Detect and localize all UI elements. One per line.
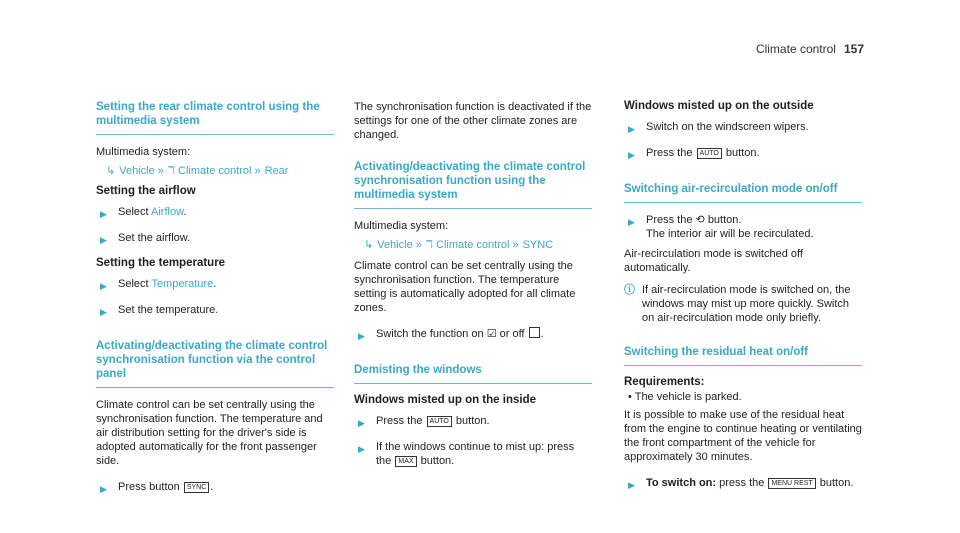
temperature-heading: Setting the temperature — [96, 257, 226, 269]
residual-heat-body: It is possible to make use of the residual heat from the engine to continue heating or ventilating the front compartment of the vehicle for approximately 30 minutes. — [624, 409, 862, 463]
sync-multimedia-body: Climate control can be set centrally using the synchronisation function. The temperature setting is automatically adopted for all climate zones. — [354, 260, 576, 314]
multimedia-label: Multimedia system: — [354, 220, 449, 232]
step-arrow-icon: ▶ — [358, 331, 365, 341]
requirement-item: • The vehicle is parked. — [628, 391, 742, 403]
step-arrow-icon: ▶ — [100, 235, 107, 245]
section-title-recirculation: Switching air-recirculation mode on/off — [624, 182, 862, 203]
sync-key-icon: SYNC — [184, 482, 209, 493]
recirculation-icon: ⟲ — [695, 214, 705, 226]
step-wipers: ▶ Switch on the windscreen wipers. — [628, 121, 809, 134]
return-arrow-icon: ↳ — [364, 239, 374, 251]
requirements-heading: Requirements: — [624, 376, 705, 388]
step-arrow-icon: ▶ — [100, 484, 107, 494]
column-1 — [96, 100, 334, 506]
chevron-right-icon: » — [415, 239, 422, 251]
rest-key-icon: MENU REST — [768, 478, 815, 489]
airflow-link[interactable]: Airflow — [151, 206, 184, 218]
step-arrow-icon: ▶ — [628, 217, 635, 227]
sync-panel-body: Climate control can be set centrally using the synchronisation function. The temperature and air distribution setting for the driver's side is adopted automatically for the front passenger side. — [96, 399, 323, 467]
section-title-sync-panel: Activating/deactivating the climate control synchronisation function via the control panel — [96, 339, 334, 388]
step-arrow-icon: ▶ — [100, 307, 107, 317]
return-arrow-icon: ↳ — [106, 165, 116, 177]
recirc-note: ⓘ If air-recirculation mode is switched on, the windows may mist up more quickly. Switch on air-recirculation mode only briefly. — [624, 284, 851, 324]
step-arrow-icon: ▶ — [628, 480, 635, 490]
menu-path — [364, 237, 592, 253]
step-set-airflow: ▶ Set the airflow. — [100, 232, 191, 245]
step-switch-function: ▶ Switch the function on ☑ or off . — [358, 328, 544, 341]
step-select-airflow: ▶ Select Airflow. — [100, 206, 187, 219]
checkbox-empty-icon — [529, 327, 540, 338]
step-arrow-icon: ▶ — [358, 444, 365, 454]
section-title-residual-heat: Switching the residual heat on/off — [624, 345, 862, 366]
auto-key-icon: AUTO — [427, 416, 452, 427]
column-3 — [624, 100, 862, 502]
sync-deactivation-text: The synchronisation function is deactivated if the settings for one of the other climate zones are changed. — [354, 101, 592, 141]
step-set-temperature: ▶ Set the temperature. — [100, 304, 219, 317]
auto-key-icon: AUTO — [697, 148, 722, 159]
outside-heading: Windows misted up on the outside — [624, 100, 814, 112]
step-press-auto: ▶ Press the AUTO button. — [358, 415, 490, 428]
page-number: 157 — [843, 42, 864, 56]
chevron-right-icon: » — [254, 165, 261, 177]
menu-path — [106, 163, 334, 179]
step-arrow-icon: ▶ — [358, 418, 365, 428]
step-switch-on: ▶ To switch on: press the MENU REST button. — [628, 477, 854, 490]
seat-icon: ℸ — [425, 239, 433, 251]
max-defrost-key-icon: MAX — [395, 456, 416, 467]
step-press-max: ▶ If the windows continue to mist up: press the MAX button. — [358, 441, 575, 467]
info-icon: ⓘ — [624, 284, 635, 296]
section-title-sync-multimedia: Activating/deactivating the climate control synchronisation function using the multimedia system — [354, 160, 592, 209]
inside-heading: Windows misted up on the inside — [354, 394, 536, 406]
path-sync[interactable]: SYNC — [522, 239, 554, 251]
temperature-link[interactable]: Temperature — [151, 278, 214, 290]
chevron-right-icon: » — [512, 239, 519, 251]
step-press-sync: ▶ Press button SYNC . — [100, 481, 214, 494]
step-arrow-icon: ▶ — [100, 209, 107, 219]
recirc-body: Air-recirculation mode is switched off automatically. — [624, 248, 803, 274]
path-rear[interactable]: Rear — [264, 165, 289, 177]
step-arrow-icon: ▶ — [100, 281, 107, 291]
path-climate-control[interactable]: Climate control — [178, 165, 252, 177]
section-title-demisting: Demisting the windows — [354, 363, 592, 384]
page-header — [756, 42, 864, 56]
seat-icon: ℸ — [167, 165, 175, 177]
step-select-temperature: ▶ Select Temperature. — [100, 278, 217, 291]
step-arrow-icon: ▶ — [628, 150, 635, 160]
column-2 — [354, 100, 592, 478]
checkbox-checked-icon: ☑ — [486, 328, 497, 340]
step-arrow-icon: ▶ — [628, 124, 635, 134]
path-vehicle[interactable]: Vehicle — [119, 165, 155, 177]
chevron-right-icon: » — [157, 165, 164, 177]
path-climate-control[interactable]: Climate control — [436, 239, 510, 251]
step-press-recirc: ▶ Press the ⟲ button. The interior air will be recirculated. — [628, 214, 814, 240]
multimedia-label: Multimedia system: — [96, 146, 191, 158]
step-press-auto: ▶ Press the AUTO button. — [628, 147, 760, 160]
path-vehicle[interactable]: Vehicle — [377, 239, 413, 251]
recirc-result: The interior air will be recirculated. — [646, 228, 814, 240]
airflow-heading: Setting the airflow — [96, 185, 196, 197]
section-title-rear-climate: Setting the rear climate control using the multimedia system — [96, 100, 334, 135]
header-title: Climate control — [755, 42, 836, 56]
